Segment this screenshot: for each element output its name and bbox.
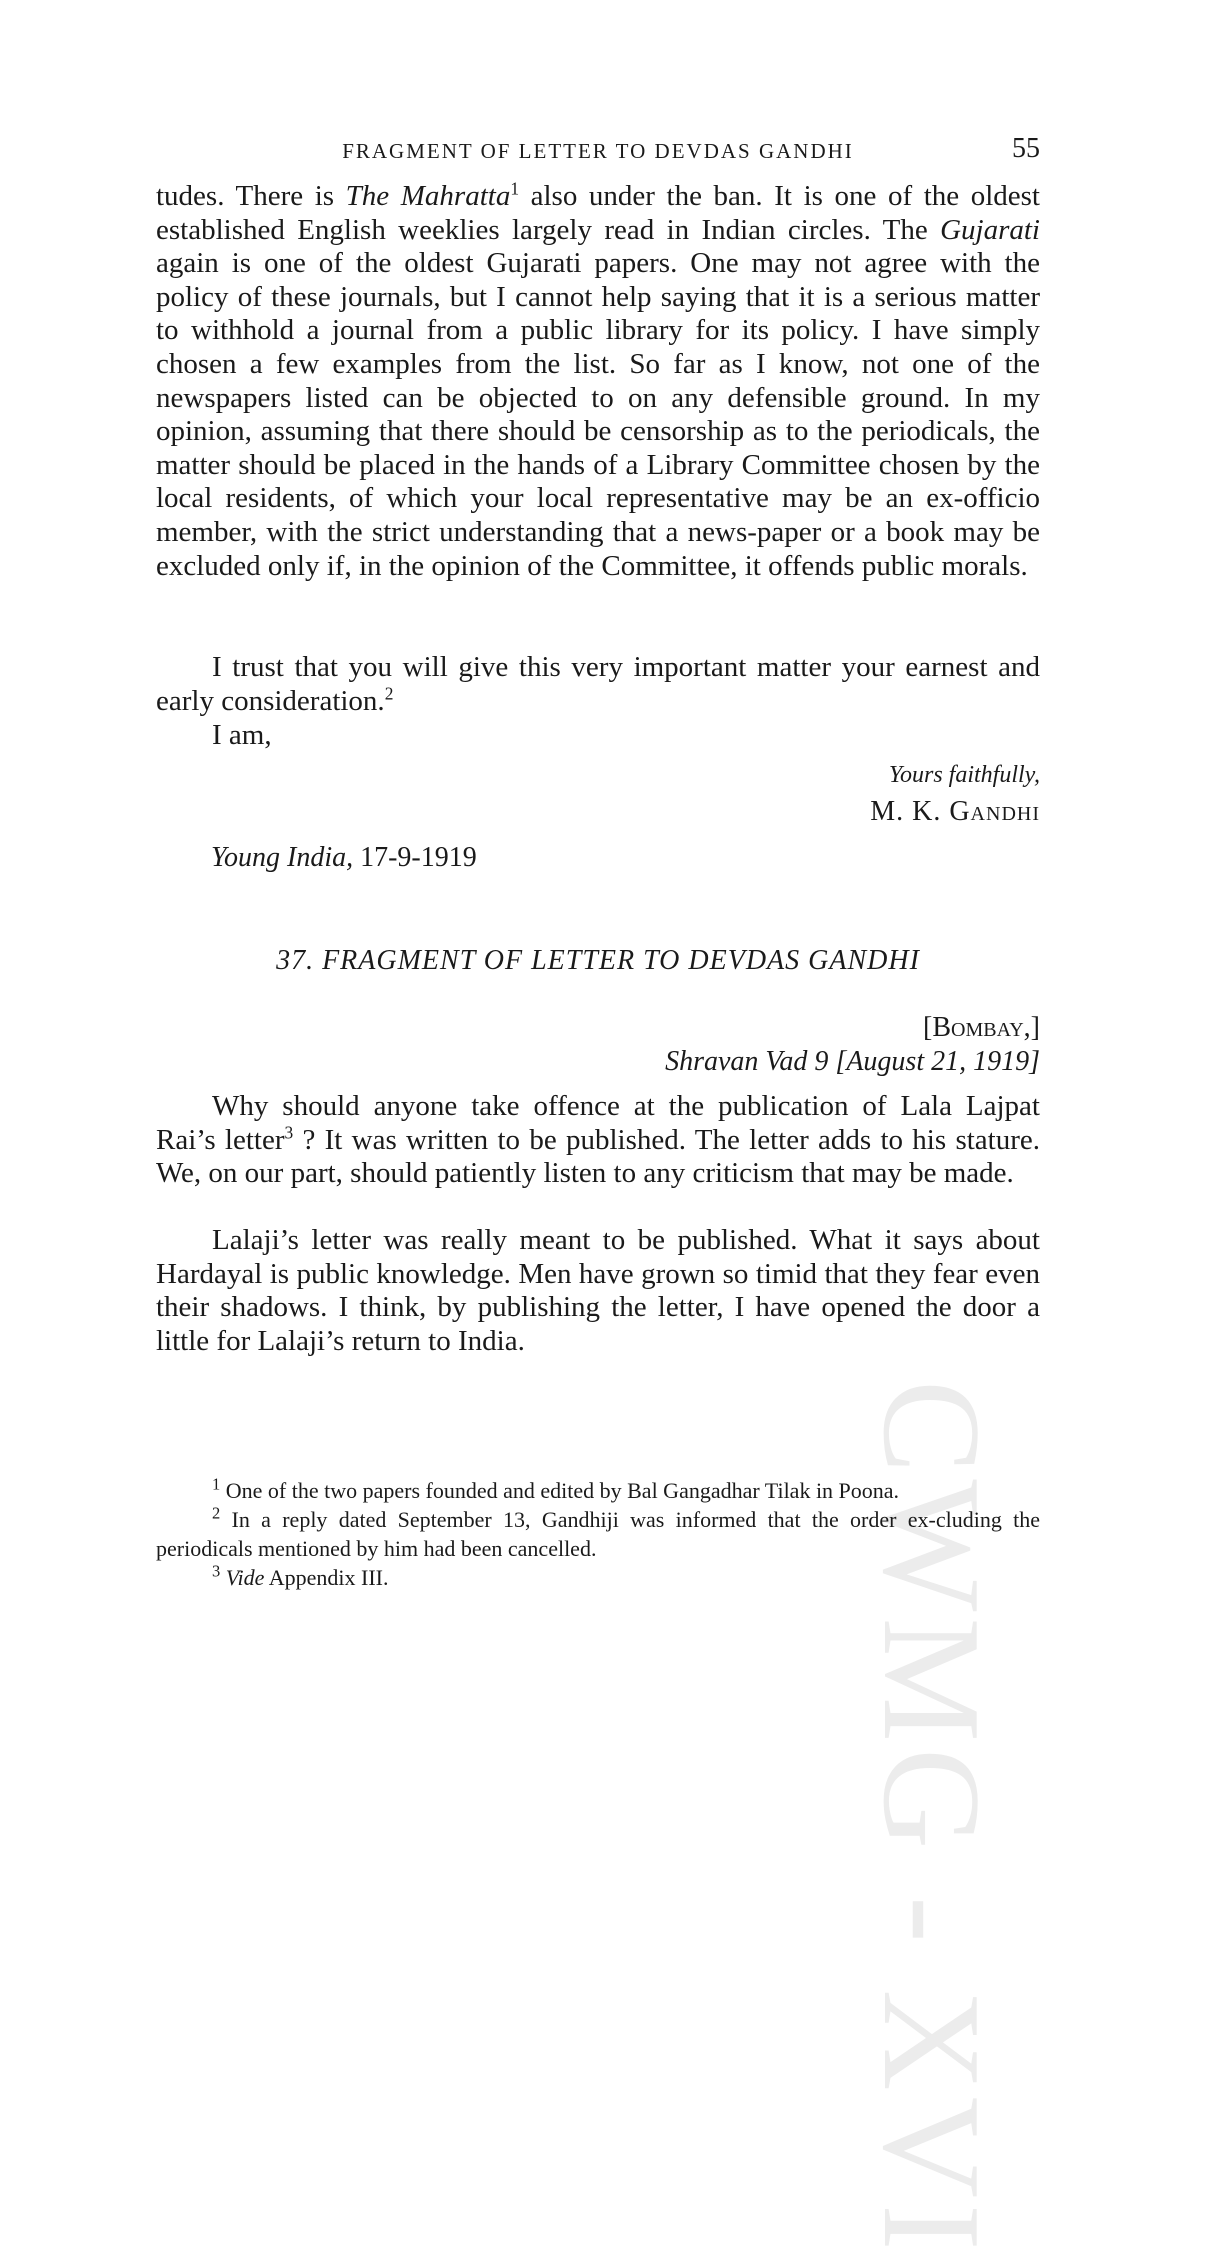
signature: M. K. Gandhi [870,796,1040,827]
footnote-number: 3 [212,1561,221,1581]
running-head [156,133,1040,171]
source-date: 17-9-1919 [353,842,477,873]
italic-title-gujarati: Gujarati [940,213,1040,246]
footnote-ref-2: 2 [384,682,394,703]
footnote-3 [156,1563,1040,1592]
italic-title-mahratta: The Mahratta [345,180,511,212]
footnote-2 [156,1505,1040,1563]
text-run: tudes. There is [156,180,346,212]
source-citation [211,842,477,874]
footnote-ref-3: 3 [284,1121,294,1142]
text-run: ? It was written to be published. The letter adds to his stature. We, on our part, should patiently listen to any criticism that may be made. [156,1123,1040,1190]
dateline-place: [Bombay,] [923,1012,1040,1043]
letter-paragraph-2 [156,651,1040,718]
dateline-date: Shravan Vad 9 [August 21, 1919] [665,1046,1040,1077]
footnote-number: 2 [212,1503,221,1523]
text-run: I trust that you will give this very important matter your earnest and early consideration. [156,651,1040,717]
text-run: also under the ban. It is one of the oldest established English weeklies largely read in Indian circles. The [156,180,1040,246]
section-paragraph-2 [156,1224,1040,1358]
text-run: Lalaji’s letter was really meant to be published. What it says about Hardayal is public knowledge. Men have grown so timid that they fear even their shadows. I think, by publishing the letter, I have opened the door a little for Lalaji’s return to India. [156,1224,1040,1357]
section-heading: 37. FRAGMENT OF LETTER TO DEVDAS GANDHI [276,945,920,976]
text-run: Why should anyone take offence at the publication of Lala Lajpat Rai’s letter [156,1090,1040,1156]
watermark-text: CWMG - XVI [854,1380,1009,2257]
footnote-ref-1: 1 [510,178,520,199]
text-run: again is one of the oldest Gujarati papers. One may not agree with the policy of these journals, but I cannot help saying that it is a serious matter to withhold a journal from a public library for its policy. I have simply chosen a few examples from the list. So far as I know, not one of the newspapers listed can be objected to on any defensible ground. In my opinion, assuming that there should be censorship as to the periodicals, the matter should be placed in the hands of a Library Committee chosen by the local residents, of which your local representative may be an ex-officio member, with the strict understanding that a news-paper or a book may be excluded only if, in the opinion of the Committee, it offends public morals. [156,247,1040,582]
letter-paragraph-1 [156,180,1040,583]
section-paragraph-1 [156,1090,1040,1191]
valediction: Yours faithfully, [888,762,1040,788]
page-number: 55 [1012,133,1040,164]
closing-text: I am, [212,719,272,751]
footnote-italic-vide: Vide [220,1565,265,1590]
letter-closing [156,719,1040,753]
footnotes [156,1476,1040,1592]
footnote-1 [156,1476,1040,1505]
footnote-number: 1 [212,1474,221,1494]
footnote-text: In a reply dated September 13, Gandhiji was informed that the order ex-cluding the periodicals mentioned by him had been cancelled. [156,1507,1040,1561]
footnote-text: Appendix III. [264,1565,389,1590]
source-publication: Young India, [211,842,354,873]
footnote-text: One of the two papers founded and edited by Bal Gangadhar Tilak in Poona. [220,1478,900,1503]
running-title: FRAGMENT OF LETTER TO DEVDAS GANDHI [342,139,854,163]
